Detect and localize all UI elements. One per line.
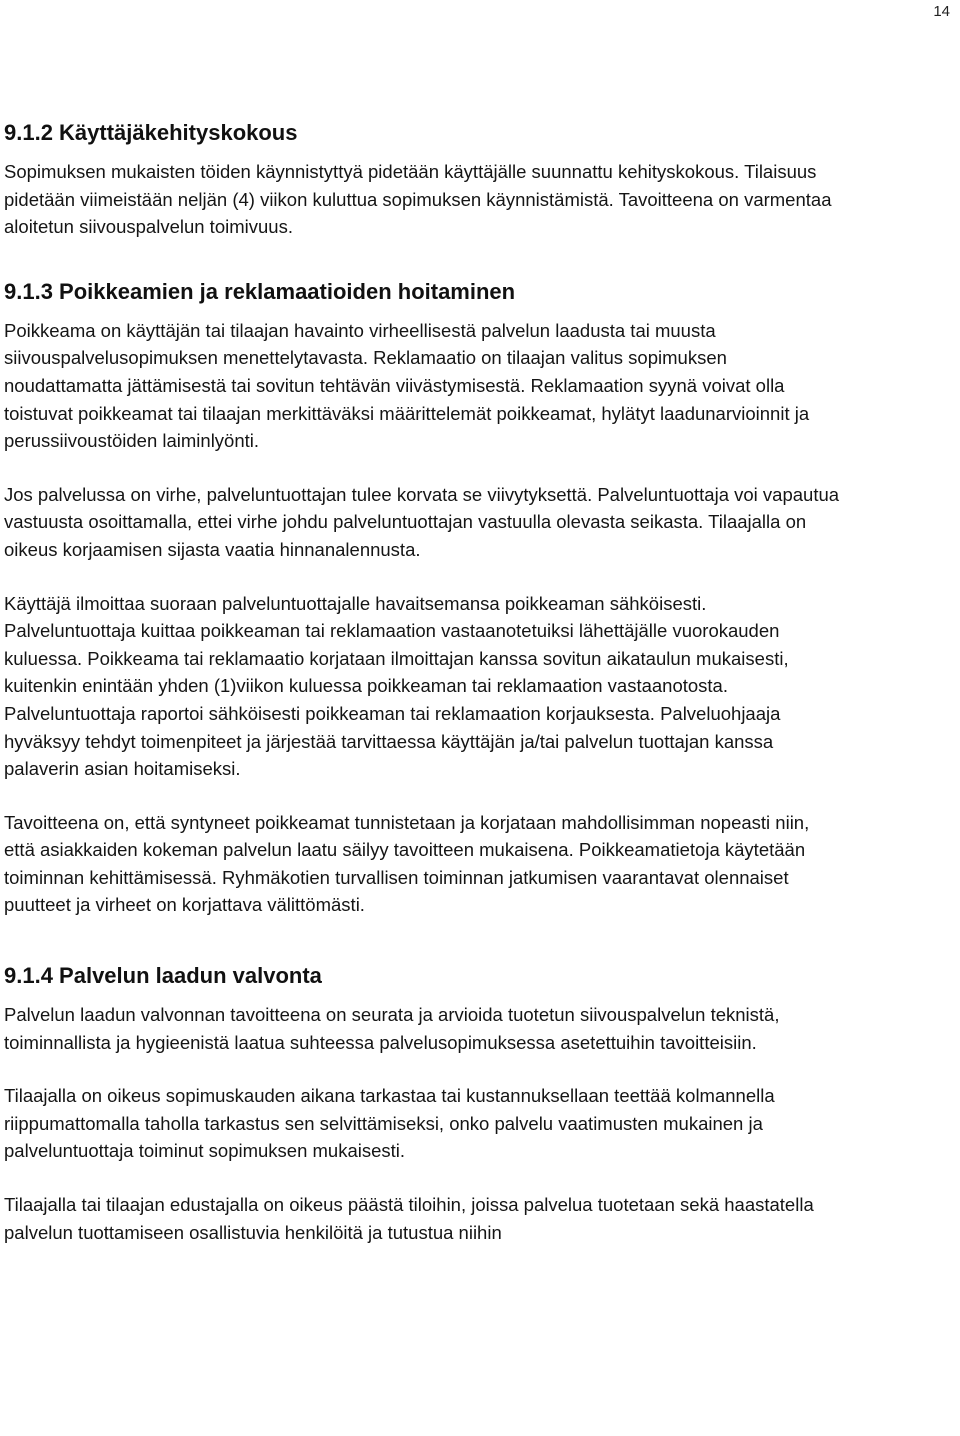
paragraph: Palvelun laadun valvonnan tavoitteena on seurata ja arvioida tuotetun siivouspalvelun teknistä, toiminnallista ja hygieenistä laatua suhteessa palvelusopimuksessa asetettuihin tavoitteisiin. [4,1004,780,1053]
paragraph: Käyttäjä ilmoittaa suoraan palveluntuottajalle havaitsemansa poikkeaman sähköisesti. Palveluntuottaja kuittaa poikkeaman tai reklamaation vastaanotetuiksi lähettäjälle vuorokauden kuluessa. Poikkeama tai reklamaatio korjataan ilmoittajan kanssa sovitun aikataulun mukaisesti, kuitenkin enintään yhden (1)viikon kuluessa poikkeaman tai reklamaation vastaanotosta. Palveluntuottaja raportoi sähköisesti poikkeaman tai reklamaation korjauksesta. Palveluohjaaja hyväksyy tehdyt toimenpiteet ja järjestää tarvittaessa käyttäjän ja/tai palvelun tuottajan kanssa palaverin asian hoitamiseksi. [4,592,789,780]
section-kayttajakehityskokous [4,118,840,241]
paragraph: Sopimuksen mukaisten töiden käynnistyttyä pidetään käyttäjälle suunnattu kehityskokous. Tilaisuus pidetään viimeistään neljän (4) viikon kuluttua sopimuksen käynnistämistä. Tavoitteena on varmentaa aloitetun siivouspalvelun toimivuus. [4,161,832,238]
paragraph: Tilaajalla tai tilaajan edustajalla on oikeus päästä tiloihin, joissa palvelua tuotetaan sekä haastatella palvelun tuottamiseen osallistuvia henkilöitä ja tutustua niihin [4,1194,814,1243]
section-heading: 9.1.3 Poikkeamien ja reklamaatioiden hoitaminen [4,278,516,304]
page-number: 14 [933,3,950,20]
section-poikkeamien-hoitaminen [4,277,840,919]
paragraph: Poikkeama on käyttäjän tai tilaajan havainto virheellisestä palvelun laadusta tai muusta siivouspalvelusopimuksen menettelytavasta. Reklamaatio on tilaajan valitus sopimuksen noudattamatta jättämisestä tai sovitun tehtävän viivästymisestä. Reklamaation syynä voivat olla toistuvat poikkeamat tai tilaajan merkittäväksi määrittelemät poikkeamat, hylätyt laadunarvioinnit ja perussiivoustöiden laiminlyönti. [4,319,810,452]
section-heading: 9.1.2 Käyttäjäkehityskokous [4,120,298,145]
section-heading: 9.1.4 Palvelun laadun valvonta [4,963,322,989]
document-body [4,118,840,1246]
paragraph: Tilaajalla on oikeus sopimuskauden aikana tarkastaa tai kustannuksellaan teettää kolmannella riippumattomalla taholla tarkastus sen selvittämiseksi, onko palvelu vaatimusten mukainen ja palveluntuottaja toiminut sopimuksen mukaisesti. [4,1085,775,1162]
section-laadun-valvonta [4,961,840,1246]
paragraph: Jos palvelussa on virhe, palveluntuottajan tulee korvata se viivytyksettä. Palveluntuottaja voi vapautua vastuusta osoittamalla, ettei virhe johdu palveluntuottajan vastuulla olevasta seikasta. Tilaajalla on oikeus korjaamisen sijasta vaatia hinnanalennusta. [4,483,840,560]
paragraph: Tavoitteena on, että syntyneet poikkeamat tunnistetaan ja korjataan mahdollisimman nopeasti niin, että asiakkaiden kokeman palvelun laatu säilyy tavoitteen mukaisena. Poikkeamatietoja käytetään toiminnan kehittämisessä. Ryhmäkotien turvallisen toiminnan jatkumisen vaarantavat olennaiset puutteet ja virheet on korjattava välittömästi. [4,811,810,916]
